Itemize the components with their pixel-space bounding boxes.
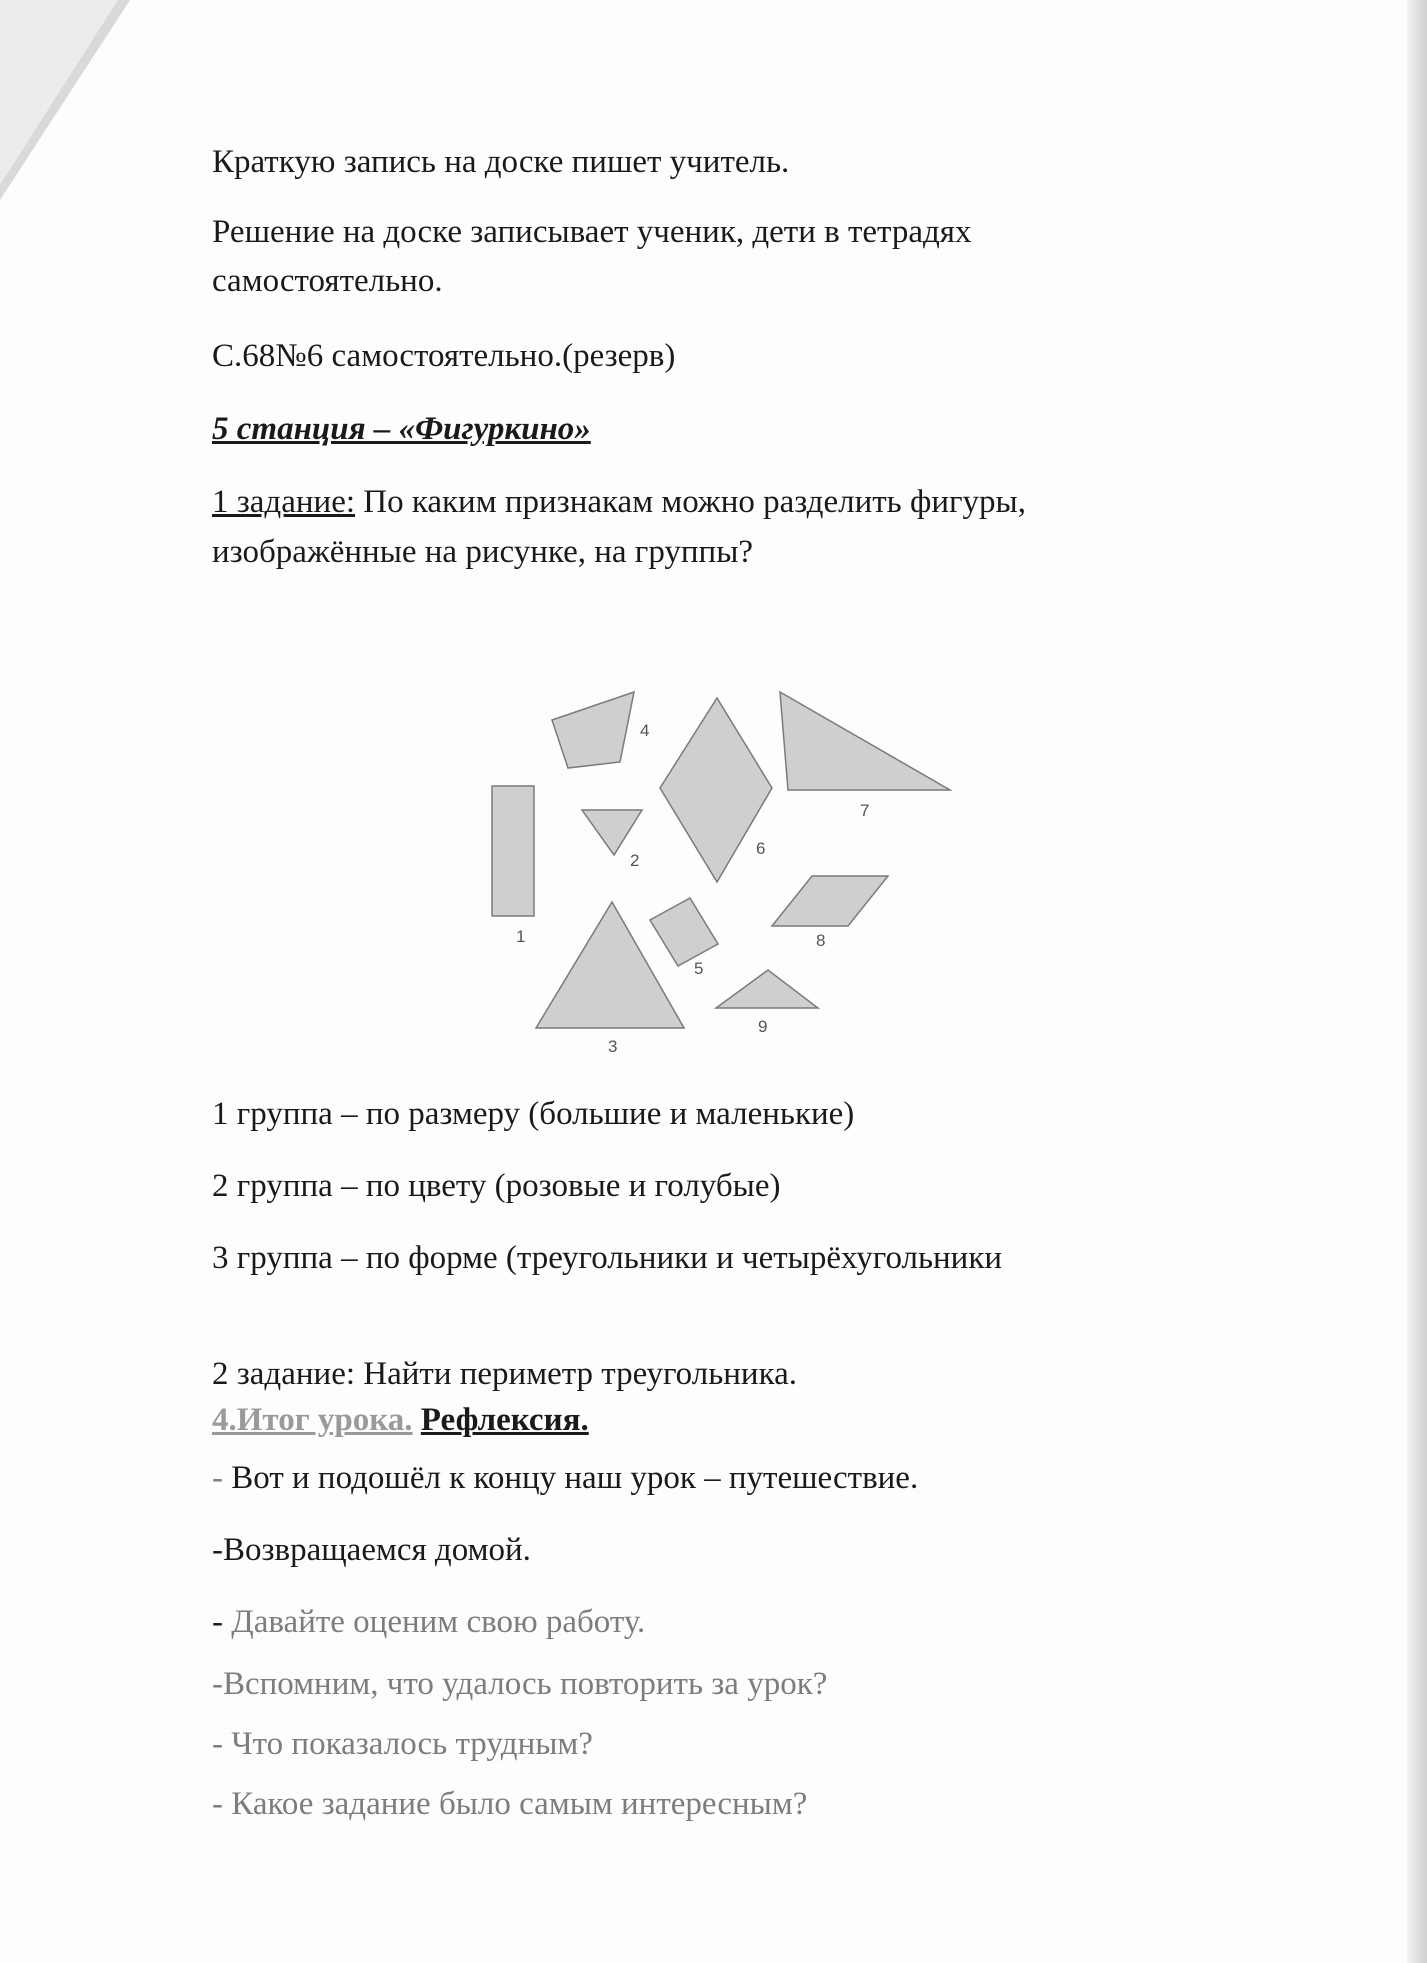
- shape-label: 2: [630, 851, 640, 870]
- reflection-title: Рефлексия.: [420, 1402, 589, 1438]
- shape-4-quadrilateral: [552, 692, 634, 768]
- reflection-text: Давайте оценим свою работу.: [231, 1604, 646, 1640]
- group-line: 3 группа – по форме (треугольники и четырёхугольники: [212, 1240, 1003, 1276]
- shape-label: 5: [694, 959, 704, 978]
- summary-title: 4.Итог урока.: [212, 1402, 413, 1438]
- station-heading: 5 станция – «Фигуркино»: [212, 411, 591, 447]
- reflection-text: Вот и подошёл к концу наш урок – путешествие.: [223, 1460, 919, 1496]
- task1-text: По каким признакам можно разделить фигуры,: [355, 484, 1026, 520]
- shape-2-triangle: [582, 810, 642, 855]
- text-line: самостоятельно.: [212, 263, 443, 299]
- dash: -: [212, 1460, 223, 1496]
- shape-label: 4: [640, 721, 650, 740]
- reflection-line: -Вспомним, что удалось повторить за урок?: [212, 1666, 828, 1702]
- page-edge-shadow: [1407, 0, 1427, 1963]
- shape-label: 9: [758, 1017, 768, 1036]
- reflection-line: - Что показалось трудным?: [212, 1726, 593, 1762]
- shape-9-triangle: [716, 970, 818, 1008]
- shape-label: 6: [756, 839, 766, 858]
- task1-label: 1 задание:: [212, 484, 356, 520]
- shape-label: 1: [516, 927, 526, 946]
- task1-line: [212, 478, 1026, 526]
- shape-label: 8: [816, 931, 826, 950]
- shape-1-rectangle: [492, 786, 534, 916]
- shape-label: 7: [860, 801, 870, 820]
- shape-5-square: [650, 898, 718, 966]
- folded-corner-inner: [0, 0, 118, 185]
- shapes-svg: [472, 670, 982, 1070]
- shape-7-triangle: [780, 692, 950, 790]
- reflection-line: [212, 1454, 918, 1502]
- shape-8-parallelogram: [772, 876, 888, 926]
- reflection-line: - Какое задание было самым интересным?: [212, 1786, 808, 1822]
- summary-heading: [212, 1396, 589, 1444]
- text-line: изображённые на рисунке, на группы?: [212, 534, 754, 570]
- group-line: 1 группа – по размеру (большие и маленькие): [212, 1096, 855, 1132]
- shapes-figure: [472, 670, 982, 1070]
- dash: -: [212, 1604, 232, 1640]
- task2-line: 2 задание: Найти периметр треугольника.: [212, 1356, 797, 1392]
- text-line: Краткую запись на доске пишет учитель.: [212, 144, 790, 180]
- text-line: Решение на доске записывает ученик, дети в тетрадях: [212, 214, 972, 250]
- group-line: 2 группа – по цвету (розовые и голубые): [212, 1168, 781, 1204]
- reflection-line: -Возвращаемся домой.: [212, 1532, 531, 1568]
- text-line: С.68№6 самостоятельно.(резерв): [212, 338, 676, 374]
- shape-label: 3: [608, 1037, 618, 1056]
- reflection-line: [212, 1598, 645, 1646]
